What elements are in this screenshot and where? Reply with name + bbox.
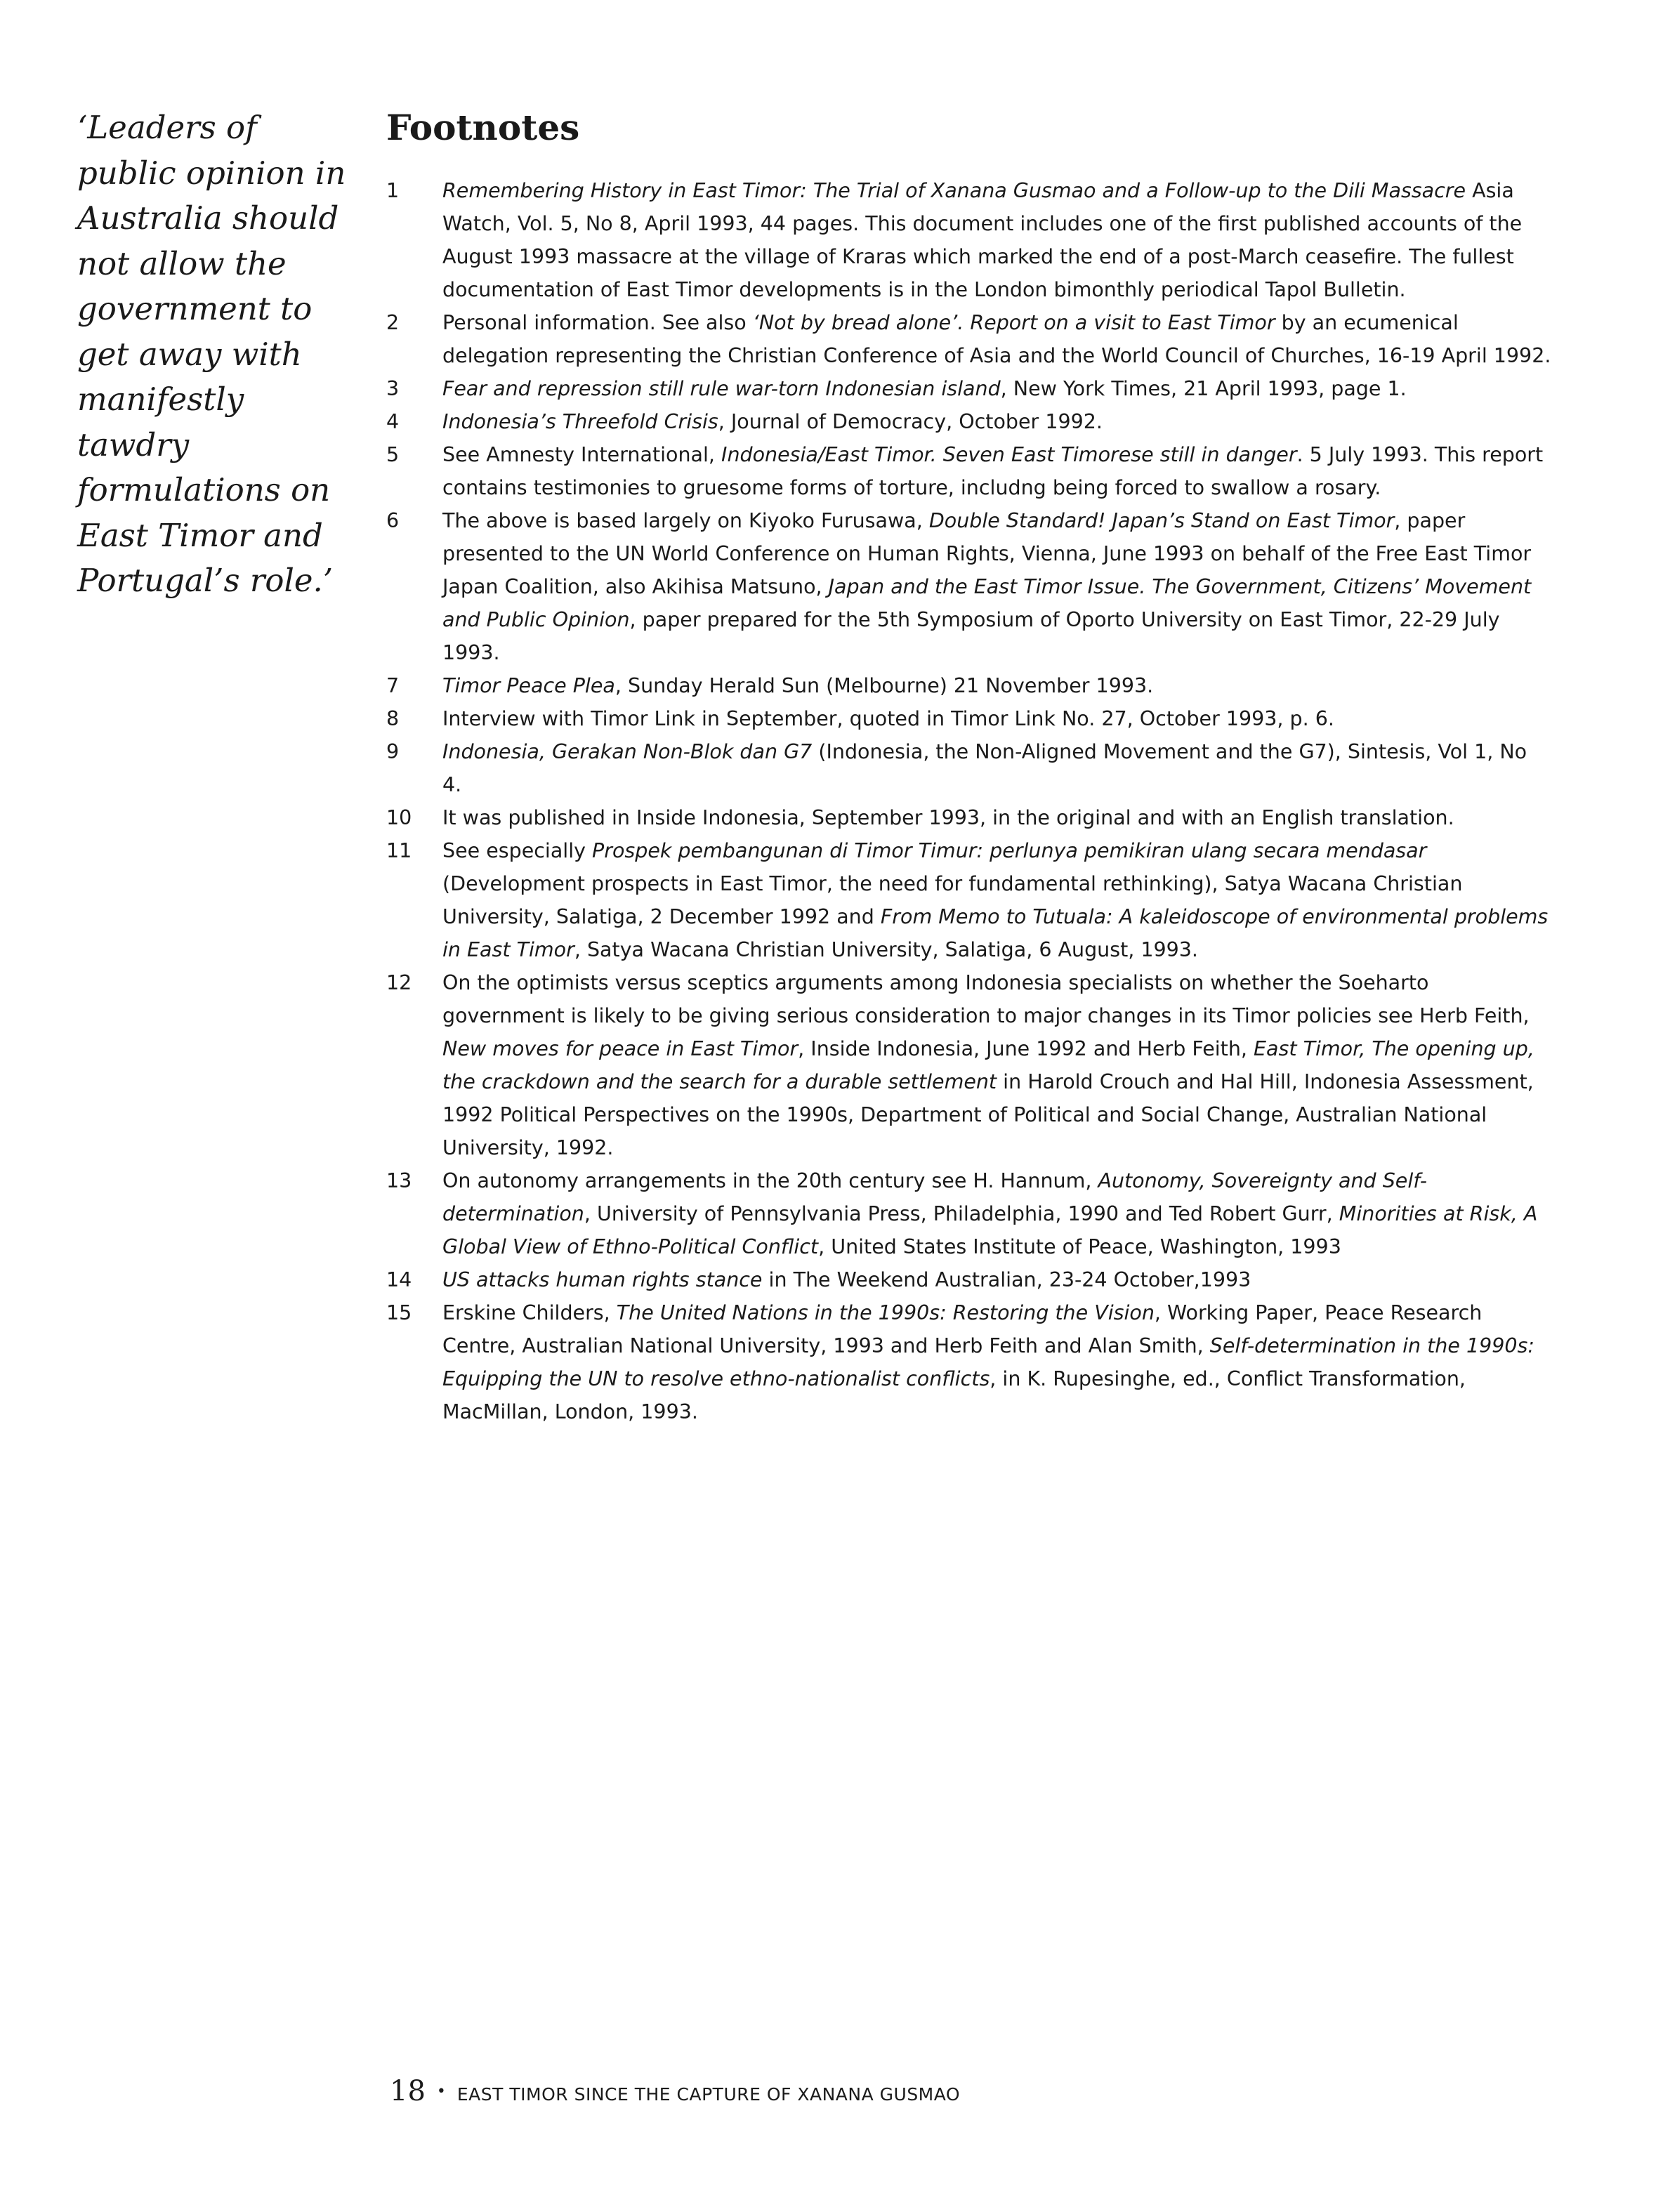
footnote-text: Personal information. See also <box>442 311 753 334</box>
footnote-text: , Satya Wacana Christian University, Salatiga, 6 August, 1993. <box>574 938 1198 961</box>
footnote-title-text: Indonesia, Gerakan Non-Blok dan G7 <box>442 740 813 763</box>
footnote-list <box>386 174 1552 1428</box>
footnote-number: 13 <box>386 1169 412 1192</box>
footnote-item <box>386 174 1552 306</box>
footnote-text: The above is based largely on Kiyoko Furusawa, <box>442 509 929 532</box>
footnote-title-text: Autonomy, Sovereignty and Self-determination <box>442 1169 1428 1225</box>
footnote-item <box>386 1164 1552 1263</box>
footnote-item <box>386 372 1552 405</box>
footnote-number: 12 <box>386 971 412 994</box>
footnote-title-text: Self-determination in the 1990s: Equipping the UN to resolve ethno-nationalist conflicts <box>442 1334 1534 1390</box>
footnote-number: 9 <box>386 740 400 763</box>
footnote-text: , New York Times, 21 April 1993, page 1. <box>1000 377 1407 400</box>
bullet-separator: • <box>436 2083 446 2100</box>
footnote-item <box>386 801 1552 834</box>
page-number: 18 <box>390 2075 426 2107</box>
pull-quote: ‘Leaders of public opinion in Australia should not allow the government to get away with manifestly tawdry formulations on East Timor and Portugal’s role.’ <box>77 109 346 599</box>
footnote-title-text: The United Nations in the 1990s: Restoring the Vision <box>616 1301 1155 1324</box>
footnote-item <box>386 1263 1552 1296</box>
footnote-text: , Sunday Herald Sun (Melbourne) 21 November 1993. <box>614 674 1154 697</box>
footnote-number: 10 <box>386 806 412 829</box>
footnote-item <box>386 834 1552 966</box>
footnote-item <box>386 735 1552 801</box>
footnote-item <box>386 306 1552 372</box>
footnote-number: 2 <box>386 311 400 334</box>
footnote-text: , University of Pennsylvania Press, Philadelphia, 1990 and Ted Robert Gurr, <box>584 1202 1339 1225</box>
footnote-text: Erskine Childers, <box>442 1301 617 1324</box>
footnote-text: in Harold Crouch and Hal Hill, Indonesia Assessment, 1992 Political Perspectives on the 1990s, Department of Political and Social Change, Australian National University, 1992. <box>442 1070 1534 1159</box>
footnote-number: 3 <box>386 377 400 400</box>
footnote-text: , United States Institute of Peace, Washington, 1993 <box>818 1235 1341 1258</box>
footnote-title-text: Timor Peace Plea <box>442 674 615 697</box>
footnote-title-text: East Timor, The opening up, the crackdown and the search for a durable settlement <box>442 1037 1534 1093</box>
footnote-number: 15 <box>386 1301 412 1324</box>
footnote-number: 14 <box>386 1268 412 1291</box>
footnotes-section <box>386 105 1552 1428</box>
footnote-text: , Working Paper, Peace Research Centre, Australian National University, 1993 and Herb Feith and Alan Smith, <box>442 1301 1483 1357</box>
footnote-text: It was published in Inside Indonesia, September 1993, in the original and with an English translation. <box>442 806 1454 829</box>
footnote-number: 8 <box>386 707 400 730</box>
footnote-title-text: ‘Not by bread alone’. Report on a visit to East Timor <box>752 311 1275 334</box>
running-title: EAST TIMOR SINCE THE CAPTURE OF XANANA GUSMAO <box>456 2084 961 2105</box>
footnote-number: 1 <box>386 179 400 202</box>
page-footer <box>390 2075 960 2107</box>
footnote-title-text: New moves for peace in East Timor <box>442 1037 798 1060</box>
footnote-text: On autonomy arrangements in the 20th century see H. Hannum, <box>442 1169 1098 1192</box>
footnote-number: 5 <box>386 443 400 466</box>
footnote-title-text: From Memo to Tutuala: A kaleidoscope of environmental problems in East Timor <box>442 905 1549 961</box>
footnote-title-text: Remembering History in East Timor: The Trial of Xanana Gusmao and a Follow-up to the Dili Massacre <box>442 179 1466 202</box>
footnote-number: 4 <box>386 410 400 433</box>
footnote-text: , Journal of Democracy, October 1992. <box>718 410 1103 433</box>
footnote-number: 11 <box>386 839 412 862</box>
footnote-text: On the optimists versus sceptics arguments among Indonesia specialists on whether the Soeharto government is likely to be giving serious consideration to major changes in its Timor policies see Herb Feith, <box>442 971 1530 1027</box>
footnote-text: (Indonesia, the Non-Aligned Movement and the G7), Sintesis, Vol 1, No 4. <box>442 740 1527 796</box>
footnote-title-text: Double Standard! Japan’s Stand on East Timor <box>928 509 1395 532</box>
footnote-title-text: Fear and repression still rule war-torn Indonesian island <box>442 377 1001 400</box>
footnote-title-text: Indonesia’s Threefold Crisis <box>442 410 718 433</box>
footnote-text: by an ecumenical delegation representing the Christian Conference of Asia and the World Council of Churches, 16-19 April 1992. <box>442 311 1551 367</box>
footnote-title-text: Indonesia/East Timor. Seven East Timorese still in danger <box>721 443 1297 466</box>
footnote-number: 7 <box>386 674 400 697</box>
footnote-text: Asia Watch, Vol. 5, No 8, April 1993, 44 pages. This document includes one of the first published accounts of the August 1993 massacre at the village of Kraras which marked the end of a post-March ceasefire. The fullest documentation of East Timor developments is in the London bimonthly periodical Tapol Bulletin. <box>442 179 1523 301</box>
footnote-text: See Amnesty International, <box>442 443 722 466</box>
footnote-title-text: US attacks human rights stance <box>442 1268 763 1291</box>
footnote-item <box>386 702 1552 735</box>
footnote-text: , Inside Indonesia, June 1992 and Herb Feith, <box>798 1037 1254 1060</box>
footnote-title-text: Japan and the East Timor Issue. The Government, Citizens’ Movement and Public Opinion <box>442 575 1532 631</box>
footnote-text: , paper presented to the UN World Conference on Human Rights, Vienna, June 1993 on behalf of the Free East Timor Japan Coalition, also Akihisa Matsuno, <box>442 509 1532 598</box>
footnote-item <box>386 438 1552 504</box>
footnote-text: Interview with Timor Link in September, quoted in Timor Link No. 27, October 1993, p. 6. <box>442 707 1334 730</box>
footnote-text: , in K. Rupesinghe, ed., Conflict Transformation, MacMillan, London, 1993. <box>442 1367 1466 1423</box>
footnote-text: (Development prospects in East Timor, the need for fundamental rethinking), Satya Wacana Christian University, Salatiga, 2 December 1992 and <box>442 872 1463 928</box>
footnote-text: . 5 July 1993. This report contains testimonies to gruesome forms of torture, includng being forced to swallow a rosary. <box>442 443 1544 499</box>
footnote-item <box>386 405 1552 438</box>
page-title: Footnotes <box>386 107 580 148</box>
footnote-item <box>386 669 1552 702</box>
footnote-text: in The Weekend Australian, 23-24 October,1993 <box>762 1268 1251 1291</box>
footnote-text: See especially <box>442 839 593 862</box>
footnote-item <box>386 504 1552 669</box>
footnote-item <box>386 1296 1552 1428</box>
footnote-title-text: Minorities at Risk, A Global View of Ethno-Political Conflict <box>442 1202 1538 1258</box>
footnote-number: 6 <box>386 509 400 532</box>
footnote-title-text: Prospek pembangunan di Timor Timur: perlunya pemikiran ulang secara mendasar <box>592 839 1427 862</box>
footnote-text: , paper prepared for the 5th Symposium of Oporto University on East Timor, 22-29 July 1993. <box>442 608 1500 664</box>
footnote-item <box>386 966 1552 1164</box>
